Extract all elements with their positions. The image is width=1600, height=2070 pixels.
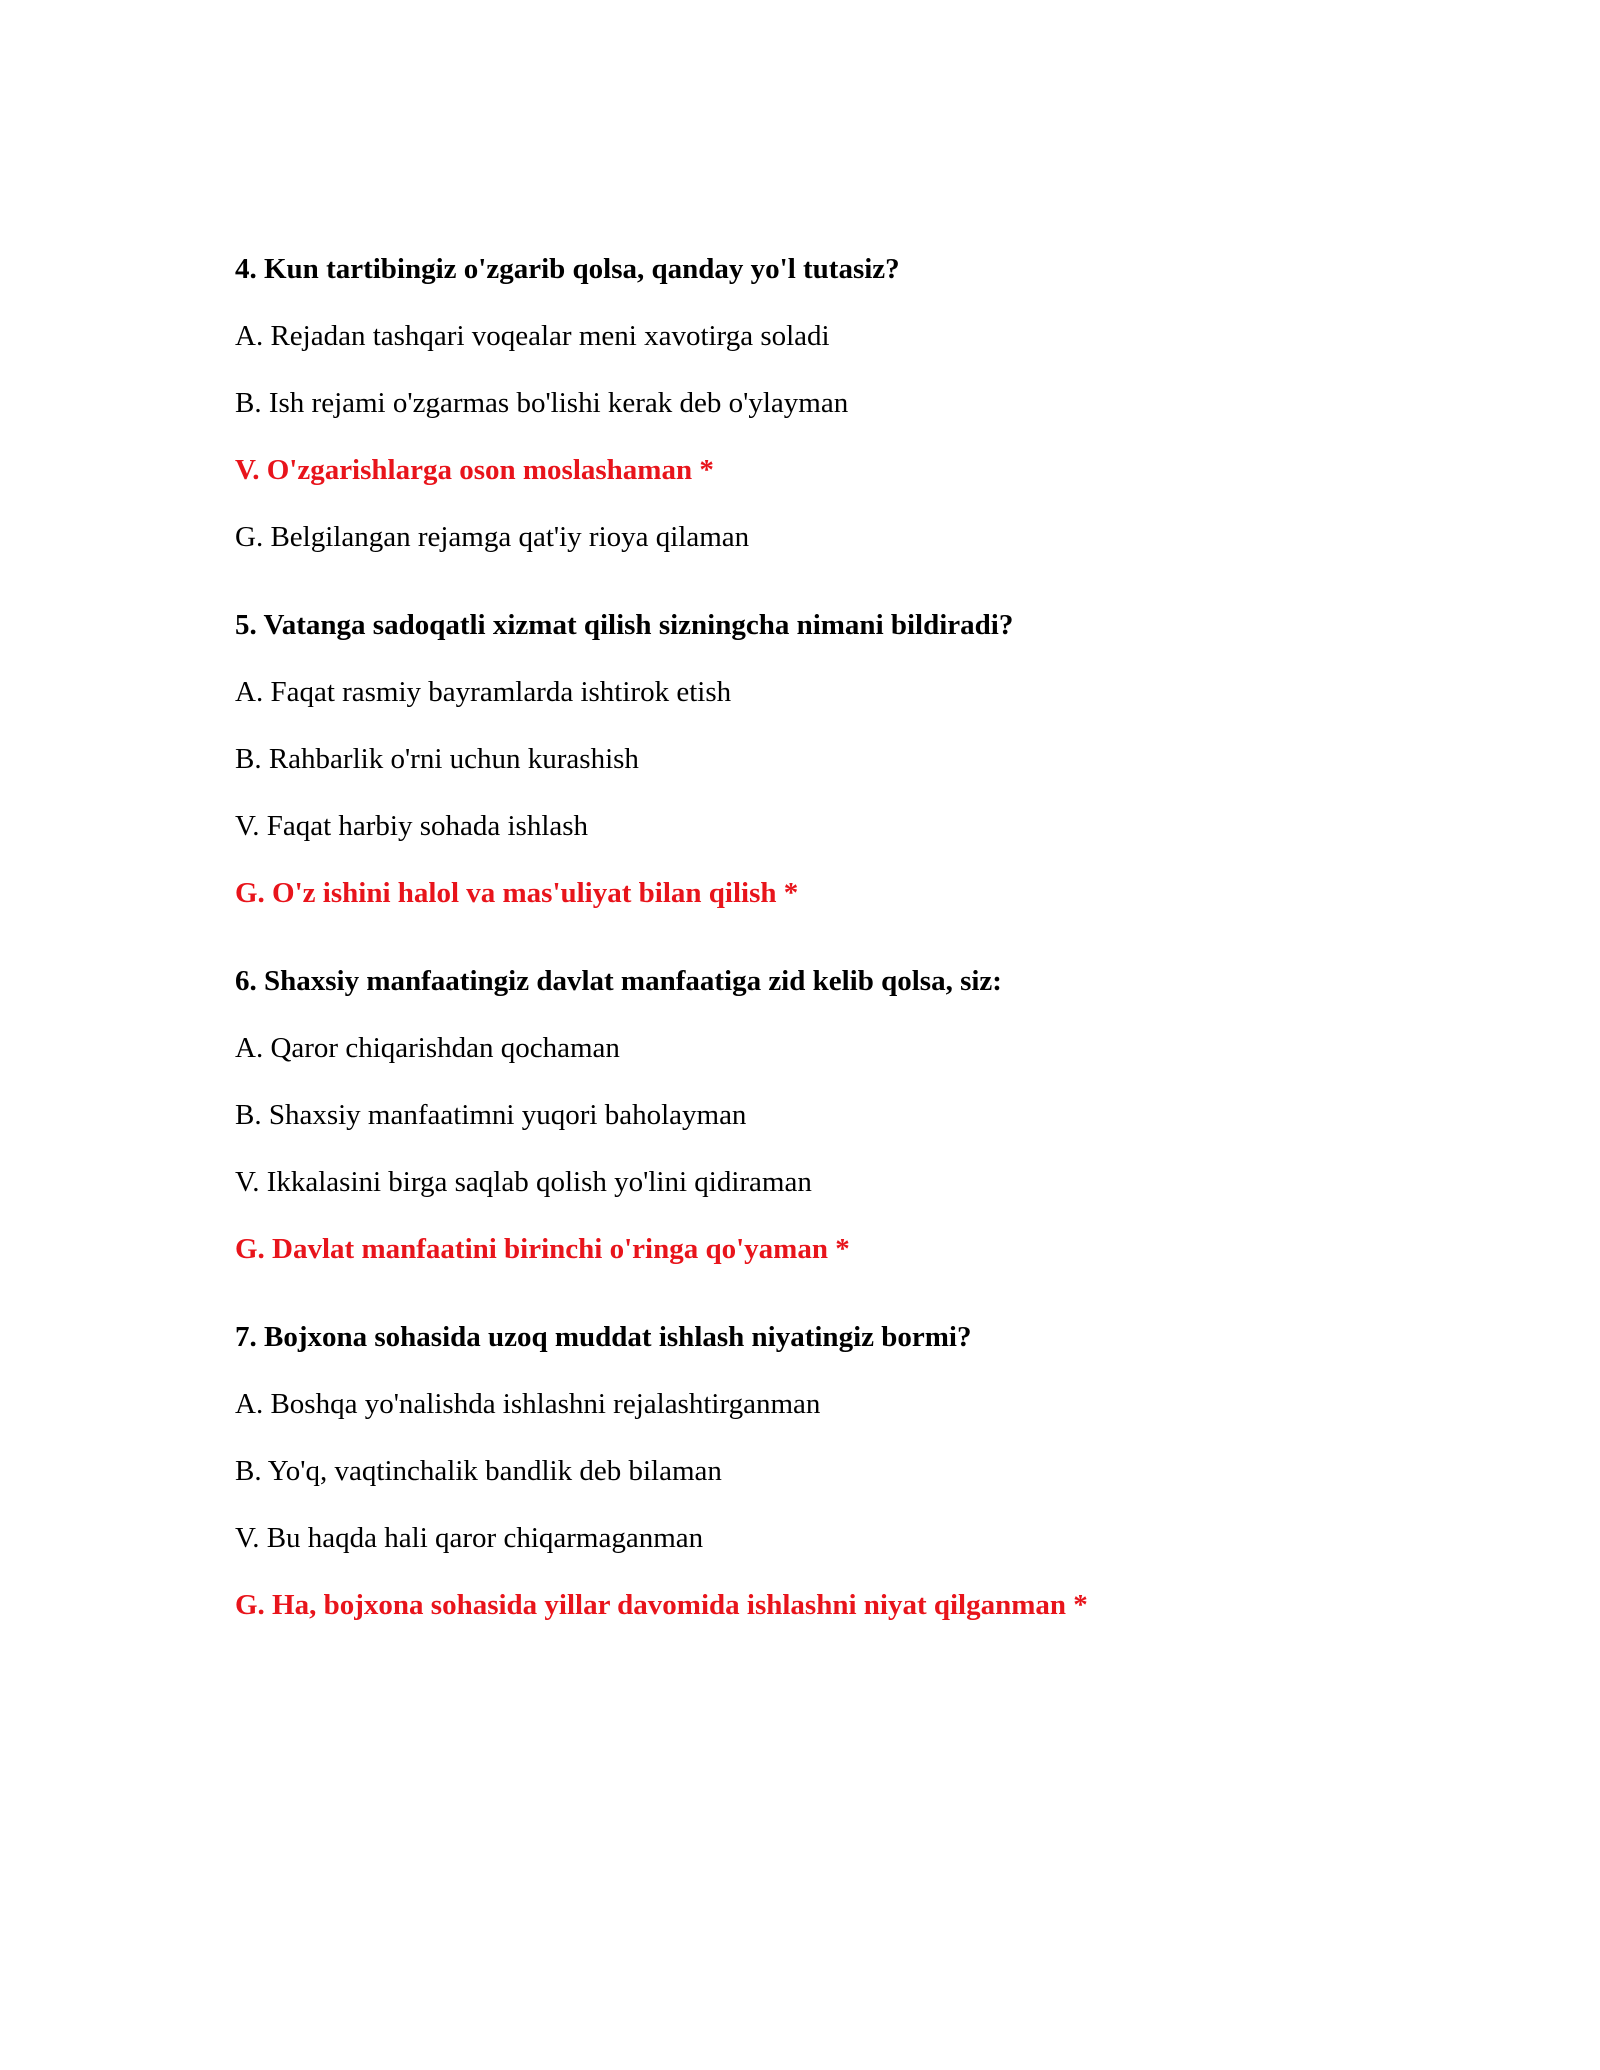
question-title: 6. Shaxsiy manfaatingiz davlat manfaatiga zid kelib qolsa, siz:	[235, 965, 1002, 997]
question-block-6	[235, 964, 1435, 1266]
answer-option-a: A. Rejadan tashqari voqealar meni xavotirga soladi	[235, 320, 830, 352]
question-title: 7. Bojxona sohasida uzoq muddat ishlash niyatingiz bormi?	[235, 1321, 972, 1353]
answer-option-g-correct: G. Ha, bojxona sohasida yillar davomida ishlashni niyat qilganman *	[235, 1589, 1088, 1621]
question-block-5	[235, 608, 1435, 910]
answer-option-b: B. Yo'q, vaqtinchalik bandlik deb bilaman	[235, 1455, 722, 1487]
question-title: 4. Kun tartibingiz o'zgarib qolsa, qanday yo'l tutasiz?	[235, 253, 900, 285]
answer-option-g: G. Belgilangan rejamga qat'iy rioya qilaman	[235, 521, 750, 553]
question-title: 5. Vatanga sadoqatli xizmat qilish sizningcha nimani bildiradi?	[235, 609, 1014, 641]
answer-option-a: A. Boshqa yo'nalishda ishlashni rejalashtirganman	[235, 1388, 821, 1420]
answer-option-a: A. Qaror chiqarishdan qochaman	[235, 1032, 620, 1064]
answer-option-a: A. Faqat rasmiy bayramlarda ishtirok etish	[235, 676, 732, 708]
answer-option-v: V. Ikkalasini birga saqlab qolish yo'lini qidiraman	[235, 1166, 812, 1198]
question-block-7	[235, 1320, 1435, 1622]
question-list	[235, 252, 1435, 1676]
question-block-4	[235, 252, 1435, 554]
answer-option-v: V. Faqat harbiy sohada ishlash	[235, 810, 589, 842]
answer-option-g-correct: G. Davlat manfaatini birinchi o'ringa qo'yaman *	[235, 1233, 850, 1265]
answer-option-b: B. Ish rejami o'zgarmas bo'lishi kerak deb o'ylayman	[235, 387, 849, 419]
answer-option-v: V. Bu haqda hali qaror chiqarmaganman	[235, 1522, 704, 1554]
answer-option-b: B. Rahbarlik o'rni uchun kurashish	[235, 743, 639, 775]
answer-option-g-correct: G. O'z ishini halol va mas'uliyat bilan qilish *	[235, 877, 799, 909]
answer-option-b: B. Shaxsiy manfaatimni yuqori baholayman	[235, 1099, 747, 1131]
answer-option-v-correct: V. O'zgarishlarga oson moslashaman *	[235, 454, 714, 486]
